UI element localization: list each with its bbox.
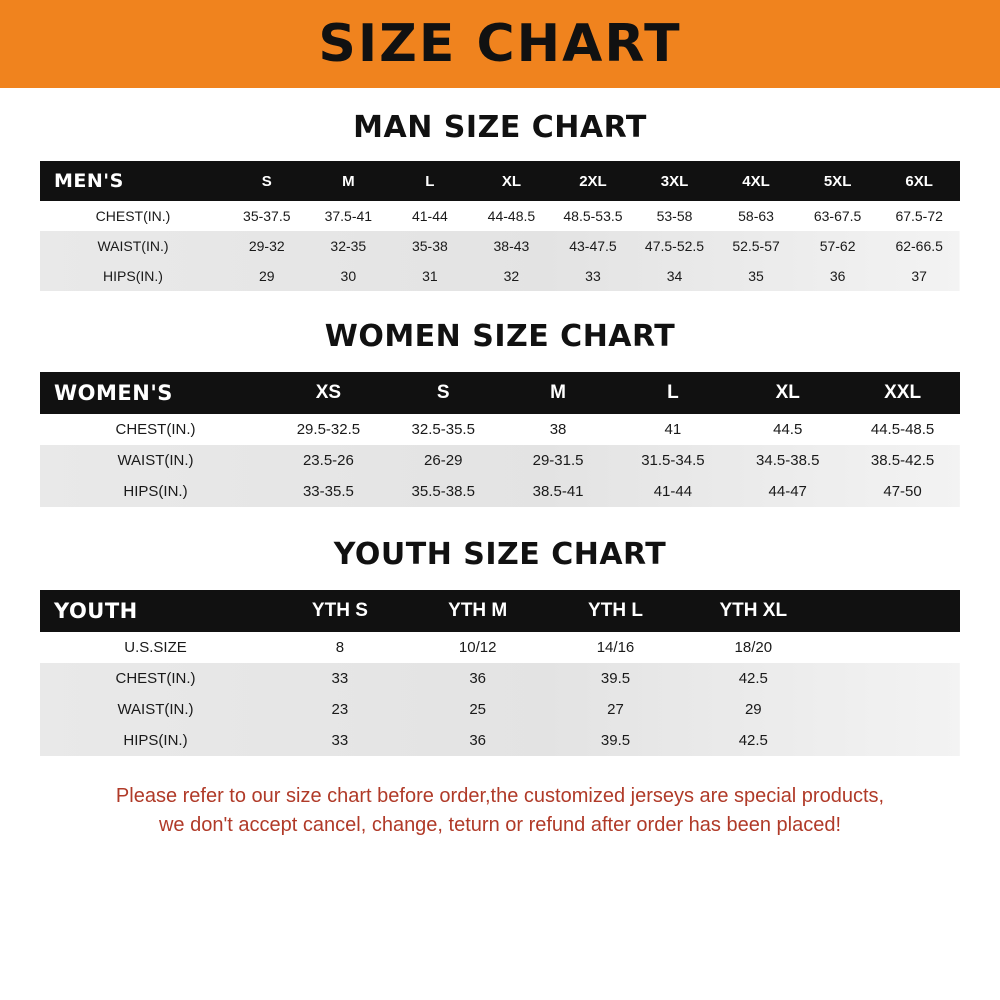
men-cell-0-4: 48.5-53.5 [563, 208, 623, 224]
women-cell-0-0: 29.5-32.5 [296, 421, 361, 438]
table-row [40, 231, 960, 261]
footer-note-line-1: Please refer to our size chart before order,the customized jerseys are special products, [115, 785, 885, 807]
women-col-header-3: L [667, 382, 679, 403]
women-col-header-5: XXL [884, 382, 922, 403]
men-cell-0-8: 67.5-72 [895, 208, 943, 224]
youth-cell-3-3: 42.5 [738, 732, 768, 749]
men-cell-0-2: 41-44 [411, 208, 448, 224]
youth-cell-0-0: 8 [335, 639, 345, 656]
men-cell-0-1: 37.5-41 [324, 208, 373, 224]
youth-row-label-3: HIPS(IN.) [123, 732, 188, 749]
women-cell-1-4: 34.5-38.5 [756, 452, 820, 469]
youth-cell-2-3: 29 [744, 701, 762, 718]
men-col-header-6: 4XL [742, 172, 770, 190]
men-row-label-2: HIPS(IN.) [103, 268, 163, 284]
youth-row-label-header: YOUTH [54, 599, 138, 623]
women-cell-2-1: 35.5-38.5 [411, 483, 475, 500]
men-cell-2-6: 35 [748, 268, 764, 284]
youth-cell-3-1: 36 [469, 732, 487, 749]
men-cell-2-7: 36 [829, 268, 846, 284]
women-row-label-2: HIPS(IN.) [123, 483, 188, 500]
youth-cell-1-2: 39.5 [600, 670, 631, 687]
men-cell-2-8: 37 [911, 268, 927, 284]
women-row-label-1: WAIST(IN.) [117, 452, 194, 469]
page-title: SIZE CHART [318, 14, 682, 74]
youth-col-header-1: YTH M [448, 600, 508, 621]
table-row [40, 261, 960, 291]
section-title-youth: YOUTH SIZE CHART [333, 537, 667, 572]
men-cell-1-4: 43-47.5 [569, 238, 617, 254]
men-cell-1-1: 32-35 [330, 238, 367, 254]
youth-col-header-0: YTH S [311, 600, 368, 621]
table-row [40, 414, 960, 445]
women-cell-0-1: 32.5-35.5 [411, 421, 475, 438]
women-cell-2-4: 44-47 [768, 483, 807, 500]
youth-cell-0-spacer [822, 632, 960, 663]
men-cell-0-0: 35-37.5 [243, 208, 291, 224]
header-banner [0, 0, 1000, 88]
table-row [40, 725, 960, 756]
table-header-row [40, 590, 960, 632]
men-cell-1-3: 38-43 [493, 238, 530, 254]
women-cell-2-2: 38.5-41 [532, 483, 584, 500]
men-cell-1-0: 29-32 [248, 238, 285, 254]
women-cell-0-5: 44.5-48.5 [870, 421, 935, 438]
youth-row-label-1: CHEST(IN.) [115, 670, 196, 687]
youth-cell-0-3: 18/20 [734, 639, 773, 656]
men-col-header-3: XL [501, 172, 521, 190]
men-row-label-1: WAIST(IN.) [97, 238, 169, 254]
men-row-label-0: CHEST(IN.) [95, 208, 171, 224]
women-col-header-2: M [550, 382, 566, 403]
women-cell-0-4: 44.5 [773, 421, 803, 438]
women-cell-1-0: 23.5-26 [302, 452, 354, 469]
youth-col-header-2: YTH L [588, 600, 643, 621]
youth-cell-2-2: 27 [607, 701, 624, 718]
section-title-women: WOMEN SIZE CHART [324, 319, 676, 354]
table-row [40, 663, 960, 694]
youth-cell-1-0: 33 [331, 670, 349, 687]
women-cell-0-2: 38 [549, 421, 567, 438]
table-header-row [40, 372, 960, 414]
youth-cell-1-3: 42.5 [738, 670, 768, 687]
men-col-header-4: 2XL [579, 172, 607, 190]
men-cell-2-2: 31 [422, 268, 438, 284]
women-cell-1-5: 38.5-42.5 [870, 452, 935, 469]
youth-cell-2-1: 25 [469, 701, 487, 718]
women-col-header-1: S [436, 382, 450, 403]
men-cell-2-1: 30 [340, 268, 357, 284]
men-cell-2-5: 34 [666, 268, 683, 284]
footer-note-line-2: we don't accept cancel, change, teturn or refund after order has been placed! [158, 814, 842, 836]
men-cell-0-7: 63-67.5 [813, 208, 862, 224]
women-cell-2-5: 47-50 [883, 483, 922, 500]
men-col-header-1: M [342, 172, 355, 190]
women-cell-2-3: 41-44 [653, 483, 693, 500]
youth-col-header-spacer [822, 590, 960, 632]
men-col-header-7: 5XL [823, 172, 852, 190]
section-women [0, 319, 1000, 507]
footer-note [30, 782, 970, 840]
section-title-man: MAN SIZE CHART [353, 110, 647, 145]
women-row-label-header: WOMEN'S [54, 381, 173, 405]
youth-cell-1-1: 36 [469, 670, 487, 687]
table-header-row [40, 161, 960, 201]
men-cell-1-8: 62-66.5 [895, 238, 943, 254]
women-cell-0-3: 41 [664, 421, 682, 438]
men-col-header-2: L [425, 172, 435, 190]
women-table-body [40, 414, 960, 507]
table-row [40, 632, 960, 663]
men-cell-1-6: 52.5-57 [732, 238, 780, 254]
table-row [40, 201, 960, 231]
women-size-table [40, 372, 960, 507]
youth-cell-0-2: 14/16 [596, 639, 635, 656]
men-cell-0-6: 58-63 [738, 208, 774, 224]
men-table-header [40, 161, 960, 201]
youth-row-label-2: WAIST(IN.) [117, 701, 194, 718]
table-row [40, 476, 960, 507]
men-cell-1-5: 47.5-52.5 [644, 238, 705, 254]
table-row [40, 694, 960, 725]
youth-size-table [40, 590, 960, 756]
women-cell-2-0: 33-35.5 [302, 483, 354, 500]
women-cell-1-2: 29-31.5 [532, 452, 584, 469]
youth-col-header-3: YTH XL [719, 600, 788, 621]
youth-row-label-0: U.S.SIZE [124, 639, 187, 656]
women-col-header-0: XS [315, 382, 342, 403]
men-col-header-5: 3XL [660, 172, 689, 190]
youth-cell-0-1: 10/12 [458, 639, 497, 656]
youth-cell-3-2: 39.5 [600, 732, 631, 749]
men-cell-1-2: 35-38 [411, 238, 448, 254]
men-cell-0-3: 44-48.5 [487, 208, 536, 224]
section-man [0, 110, 1000, 291]
men-cell-1-7: 57-62 [819, 238, 856, 254]
section-youth [0, 537, 1000, 756]
men-cell-0-5: 53-58 [656, 208, 693, 224]
men-table-body [40, 201, 960, 291]
women-row-label-0: CHEST(IN.) [115, 421, 196, 438]
men-cell-2-3: 32 [503, 268, 520, 284]
youth-table-header [40, 590, 960, 632]
youth-cell-3-spacer [822, 725, 960, 756]
men-col-header-8: 6XL [905, 172, 933, 190]
women-cell-1-1: 26-29 [424, 452, 463, 469]
men-row-label-header: MEN'S [54, 170, 124, 192]
youth-cell-1-spacer [822, 663, 960, 694]
youth-cell-3-0: 33 [331, 732, 349, 749]
men-cell-2-4: 33 [585, 268, 601, 284]
men-cell-2-0: 29 [258, 268, 275, 284]
youth-cell-2-spacer [822, 694, 960, 725]
women-table-header [40, 372, 960, 414]
youth-cell-2-0: 23 [331, 701, 349, 718]
women-cell-1-3: 31.5-34.5 [641, 452, 705, 469]
table-row [40, 445, 960, 476]
men-size-table [40, 161, 960, 291]
women-col-header-4: XL [775, 382, 800, 403]
men-col-header-0: S [261, 172, 272, 190]
youth-table-body [40, 632, 960, 756]
